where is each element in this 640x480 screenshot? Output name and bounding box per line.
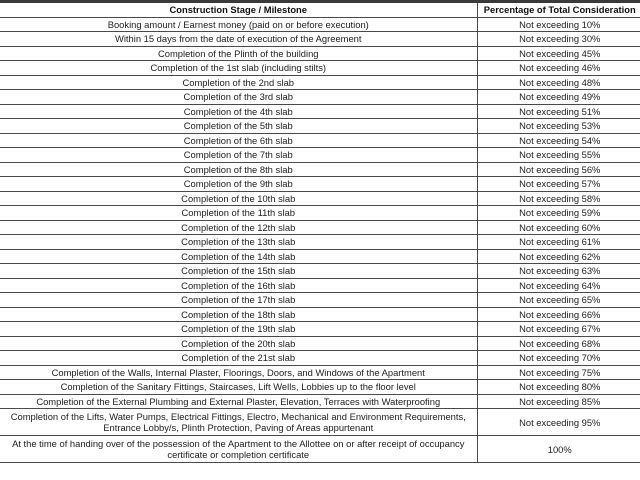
table-row bbox=[0, 293, 640, 308]
stage-cell: Completion of the 14th slab bbox=[0, 249, 477, 264]
header-percentage: Percentage of Total Consideration bbox=[477, 3, 640, 17]
stage-cell: Completion of the 8th slab bbox=[0, 162, 477, 177]
stage-cell: Within 15 days from the date of execution of the Agreement bbox=[0, 32, 477, 47]
percentage-cell: Not exceeding 53% bbox=[477, 119, 640, 134]
header-construction-stage: Construction Stage / Milestone bbox=[0, 3, 477, 17]
percentage-cell: Not exceeding 70% bbox=[477, 351, 640, 366]
table-row bbox=[0, 119, 640, 134]
percentage-cell: Not exceeding 55% bbox=[477, 148, 640, 163]
stage-cell: Completion of the 7th slab bbox=[0, 148, 477, 163]
percentage-cell: Not exceeding 65% bbox=[477, 293, 640, 308]
table-row bbox=[0, 307, 640, 322]
table-row bbox=[0, 90, 640, 105]
percentage-cell: Not exceeding 46% bbox=[477, 61, 640, 76]
stage-cell: Completion of the 21st slab bbox=[0, 351, 477, 366]
table-row bbox=[0, 104, 640, 119]
percentage-cell: Not exceeding 61% bbox=[477, 235, 640, 250]
percentage-cell: Not exceeding 64% bbox=[477, 278, 640, 293]
percentage-cell: Not exceeding 62% bbox=[477, 249, 640, 264]
table-row bbox=[0, 365, 640, 380]
table-row bbox=[0, 32, 640, 47]
table-row bbox=[0, 162, 640, 177]
stage-cell: Completion of the 13th slab bbox=[0, 235, 477, 250]
stage-cell: Completion of the 3rd slab bbox=[0, 90, 477, 105]
percentage-cell: Not exceeding 51% bbox=[477, 104, 640, 119]
table-row bbox=[0, 336, 640, 351]
percentage-cell: Not exceeding 10% bbox=[477, 17, 640, 32]
header-row bbox=[0, 3, 640, 17]
table-row bbox=[0, 249, 640, 264]
percentage-cell: Not exceeding 95% bbox=[477, 409, 640, 436]
stage-cell: Completion of the Walls, Internal Plaster, Floorings, Doors, and Windows of the Apartment bbox=[0, 365, 477, 380]
table-row bbox=[0, 191, 640, 206]
table-row bbox=[0, 264, 640, 279]
stage-cell: Completion of the 12th slab bbox=[0, 220, 477, 235]
table-row bbox=[0, 46, 640, 61]
table-row bbox=[0, 351, 640, 366]
stage-cell: Completion of the External Plumbing and External Plaster, Elevation, Terraces with Waterproofing bbox=[0, 394, 477, 409]
stage-cell: Booking amount / Earnest money (paid on or before execution) bbox=[0, 17, 477, 32]
table-row bbox=[0, 17, 640, 32]
payment-schedule-table bbox=[0, 3, 640, 463]
table-row bbox=[0, 394, 640, 409]
table-row bbox=[0, 206, 640, 221]
percentage-cell: Not exceeding 48% bbox=[477, 75, 640, 90]
table-row bbox=[0, 322, 640, 337]
table-row bbox=[0, 380, 640, 395]
percentage-cell: Not exceeding 85% bbox=[477, 394, 640, 409]
stage-cell: Completion of the 18th slab bbox=[0, 307, 477, 322]
table-row bbox=[0, 409, 640, 436]
stage-cell: Completion of the 20th slab bbox=[0, 336, 477, 351]
stage-cell: Completion of the 15th slab bbox=[0, 264, 477, 279]
stage-cell: At the time of handing over of the possession of the Apartment to the Allottee on or after receipt of occupancy certificate or completion certificate bbox=[0, 436, 477, 463]
percentage-cell: Not exceeding 58% bbox=[477, 191, 640, 206]
percentage-cell: Not exceeding 54% bbox=[477, 133, 640, 148]
table-row bbox=[0, 235, 640, 250]
percentage-cell: Not exceeding 80% bbox=[477, 380, 640, 395]
stage-cell: Completion of the 6th slab bbox=[0, 133, 477, 148]
table-row bbox=[0, 220, 640, 235]
stage-cell: Completion of the 2nd slab bbox=[0, 75, 477, 90]
percentage-cell: Not exceeding 60% bbox=[477, 220, 640, 235]
stage-cell: Completion of the 4th slab bbox=[0, 104, 477, 119]
stage-cell: Completion of the Sanitary Fittings, Staircases, Lift Wells, Lobbies up to the floor level bbox=[0, 380, 477, 395]
table-row bbox=[0, 177, 640, 192]
percentage-cell: Not exceeding 59% bbox=[477, 206, 640, 221]
stage-cell: Completion of the 10th slab bbox=[0, 191, 477, 206]
percentage-cell: Not exceeding 67% bbox=[477, 322, 640, 337]
table-row bbox=[0, 436, 640, 463]
table-row bbox=[0, 75, 640, 90]
table-row bbox=[0, 278, 640, 293]
table-row bbox=[0, 148, 640, 163]
table-row bbox=[0, 133, 640, 148]
percentage-cell: Not exceeding 63% bbox=[477, 264, 640, 279]
stage-cell: Completion of the 16th slab bbox=[0, 278, 477, 293]
percentage-cell: Not exceeding 57% bbox=[477, 177, 640, 192]
stage-cell: Completion of the 11th slab bbox=[0, 206, 477, 221]
stage-cell: Completion of the 1st slab (including stilts) bbox=[0, 61, 477, 76]
percentage-cell: Not exceeding 49% bbox=[477, 90, 640, 105]
table-row bbox=[0, 61, 640, 76]
percentage-cell: Not exceeding 75% bbox=[477, 365, 640, 380]
percentage-cell: Not exceeding 66% bbox=[477, 307, 640, 322]
stage-cell: Completion of the Plinth of the building bbox=[0, 46, 477, 61]
percentage-cell: Not exceeding 45% bbox=[477, 46, 640, 61]
stage-cell: Completion of the 17th slab bbox=[0, 293, 477, 308]
percentage-cell: Not exceeding 30% bbox=[477, 32, 640, 47]
percentage-cell: Not exceeding 56% bbox=[477, 162, 640, 177]
stage-cell: Completion of the 19th slab bbox=[0, 322, 477, 337]
percentage-cell: Not exceeding 68% bbox=[477, 336, 640, 351]
stage-cell: Completion of the 9th slab bbox=[0, 177, 477, 192]
stage-cell: Completion of the Lifts, Water Pumps, Electrical Fittings, Electro, Mechanical and Environment Requirements, Entrance Lobby/s, Plinth Protection, Paving of Areas appurtenant bbox=[0, 409, 477, 436]
percentage-cell: 100% bbox=[477, 436, 640, 463]
stage-cell: Completion of the 5th slab bbox=[0, 119, 477, 134]
